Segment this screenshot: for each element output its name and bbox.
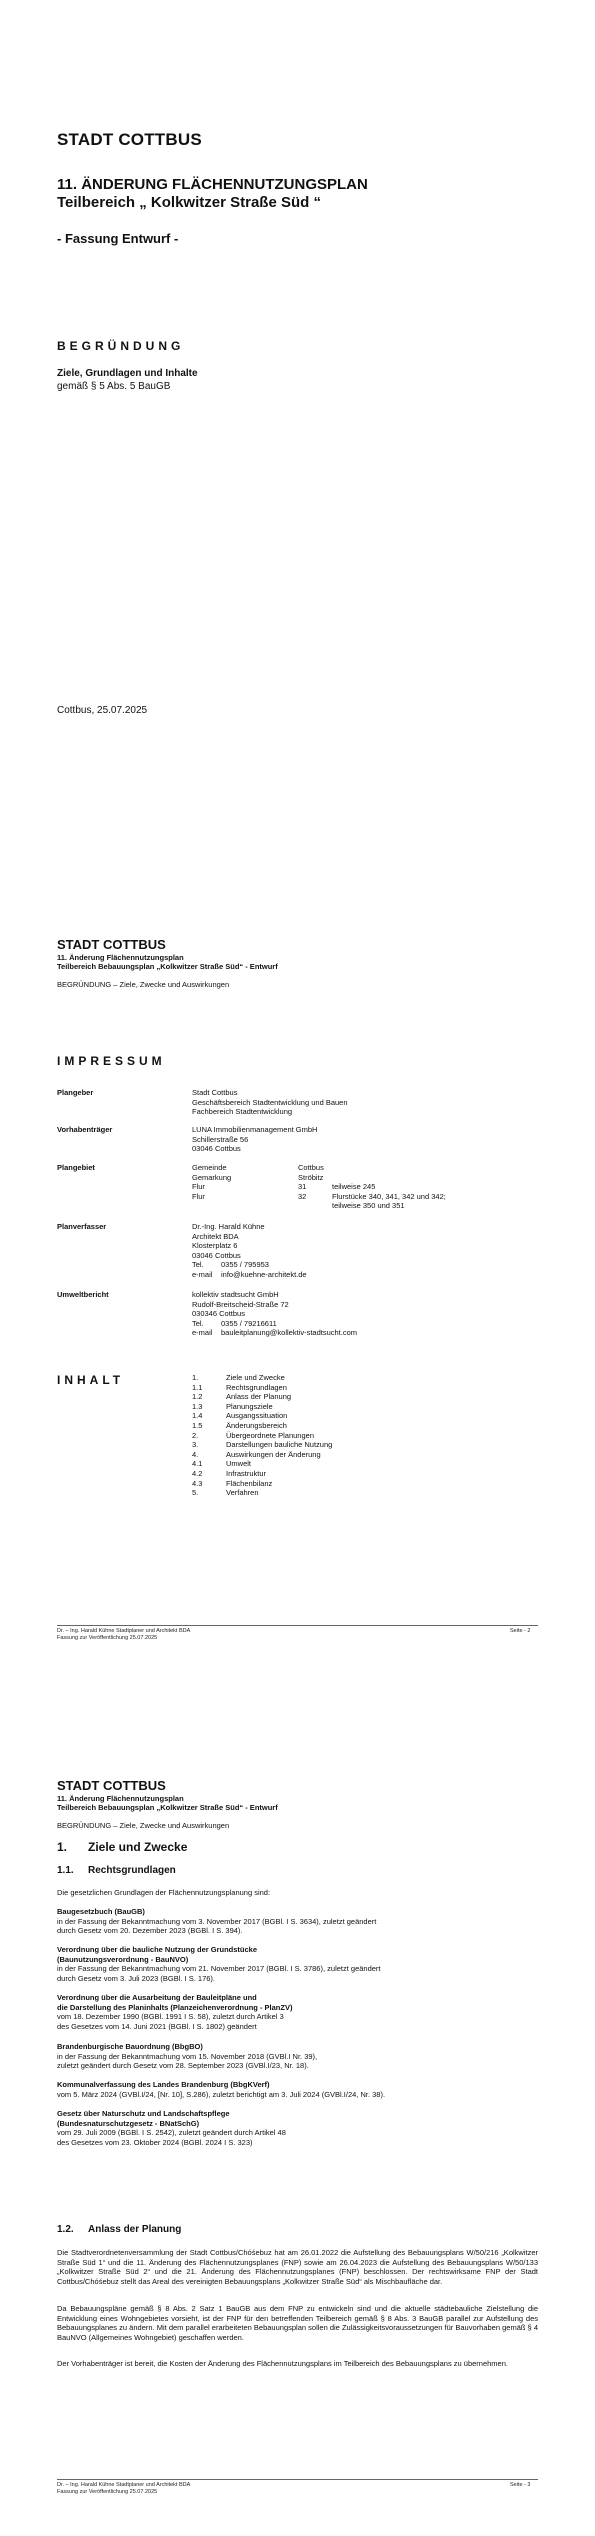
umweltbericht-block [192, 1290, 289, 1319]
plangebiet-label: Plangebiet [57, 1163, 95, 1172]
law-title: (Baunutzungsverordnung - BauNVO) [57, 1954, 189, 1964]
planverfasser-line: 03046 Cottbus [192, 1250, 241, 1260]
footer-release: Fassung zur Veröffentlichung 25.07.2025 [57, 1635, 158, 1641]
plangeber-line: Fachbereich Stadtentwicklung [192, 1107, 293, 1117]
header-line1: 11. Änderung Flächennutzungsplan [57, 1794, 184, 1803]
toc-text: Infrastruktur [226, 1469, 267, 1478]
toc-number: 4.1 [192, 1459, 203, 1469]
impressum-page [0, 841, 595, 1682]
planverfasser-line: Architekt BDA [192, 1231, 239, 1241]
law-description: durch Gesetz vom 20. Dezember 2023 (BGBl. I S. 394). [57, 1926, 243, 1936]
toc-number: 1.5 [192, 1421, 203, 1430]
law-description: in der Fassung der Bekanntmachung vom 21. November 2017 (BGBl. I S. 3786), zuletzt geändert [57, 1964, 381, 1974]
subsection-title: Anlass der Planung [88, 2224, 182, 2235]
umweltbericht-label: Umweltbericht [57, 1290, 109, 1299]
umwelt-line: kollektiv stadtsucht GmbH [192, 1290, 279, 1299]
planverfasser-block [192, 1222, 265, 1260]
law-title: (Bundesnaturschutzgesetz - BNatSchG) [57, 2118, 200, 2128]
toc-text: Darstellungen bauliche Nutzung [226, 1440, 333, 1450]
planverfasser-phone: 0355 / 795953 [221, 1260, 269, 1270]
footer-author: Dr. – Ing. Harald Kühne Stadtplaner und Architekt BDA [57, 2482, 191, 2488]
plangeber-line: Geschäftsbereich Stadtentwicklung und Bauen [192, 1097, 348, 1107]
content-page [0, 1682, 595, 2536]
document-title-line2: Teilbereich „ Kolkwitzer Straße Süd “ [57, 194, 321, 211]
toc-text: Auswirkungen der Änderung [226, 1449, 321, 1459]
law-title: Kommunalverfassung des Landes Brandenburg (BbgKVerf) [57, 2080, 270, 2089]
plangebiet-key: Flur [192, 1182, 205, 1192]
city-title: STADT COTTBUS [57, 130, 202, 149]
law-description: in der Fassung der Bekanntmachung vom 15. November 2018 (GVBl.I Nr. 39), [57, 2051, 318, 2061]
law-description: in der Fassung der Bekanntmachung vom 3. November 2017 (BGBl. I S. 3634), zuletzt geändert [57, 1916, 377, 1926]
plangebiet-key: Gemeinde [192, 1163, 227, 1172]
law-description: durch Gesetz vom 3. Juli 2023 (BGBl. I S. 176). [57, 1973, 215, 1983]
header-line2: Teilbereich Bebauungsplan „Kolkwitzer Straße Süd“ - Entwurf [57, 962, 278, 971]
law-title: Verordnung über die Ausarbeitung der Bauleitpläne und [57, 1993, 257, 2002]
plangebiet-value: teilweise 245 [332, 1182, 376, 1192]
toc-number: 1.3 [192, 1401, 203, 1411]
toc-text: Ziele und Zwecke [226, 1373, 285, 1382]
goals-subheading: Ziele, Grundlagen und Inhalte [57, 368, 198, 379]
footer-page-number: Seite - 3 [510, 2482, 531, 2488]
plangebiet-flur-number: 32 [298, 1191, 307, 1201]
law-description: des Gesetzes vom 14. Juni 2021 (BGBl. I S. 1802) geändert [57, 2021, 257, 2031]
section-number: 1. [57, 1840, 68, 1854]
email-label: e-mail [192, 1270, 213, 1279]
subsection-number: 1.2. [57, 2224, 74, 2235]
plangebiet-key: Flur [192, 1191, 205, 1201]
document-title-line1: 11. ÄNDERUNG FLÄCHENNUTZUNGSPLAN [57, 176, 368, 193]
toc-text: Übergeordnete Planungen [226, 1430, 314, 1440]
vorhaben-line: Schillerstraße 56 [192, 1134, 249, 1144]
planverfasser-line: Dr.-Ing. Harald Kühne [192, 1222, 265, 1231]
plangeber-line: Stadt Cottbus [192, 1088, 238, 1097]
law-entry [57, 1993, 538, 2031]
toc-number: 1.1 [192, 1382, 203, 1392]
footer-release: Fassung zur Veröffentlichung 25.07.2025 [57, 2489, 158, 2495]
toc-number: 3. [192, 1440, 199, 1450]
toc-text: Anlass der Planung [226, 1392, 292, 1402]
plangebiet-flur-number: 31 [298, 1182, 307, 1192]
plangebiet-value: teilweise 350 und 351 [332, 1201, 405, 1211]
paragraph: Die Stadtverordnetenversammlung der Stadt Cottbus/Chóśebuz hat am 26.01.2022 die Aufstellung des Bebauungsplans W/50/216 „Kolkwitzer Straße Süd 1“ und die 11. Änderung des Flächennutzungsplanes (FNP) sowie am 26.04.2023 die Aufstellung des Bebauungsplans W/50/133 „Kolkwitzer Straße Süd 2“ und die 21. Änderung des Flächennutzungsplanes (FNP) beschlossen. Der rechtswirksame FNP der Stadt Cottbus/Chóśebuz stellt das Areal des vereinigten Bebauungsplans „Kolkwitzer Straße Süd“ als Mischbaufläche dar. [57, 2248, 538, 2286]
header-line1: 11. Änderung Flächennutzungsplan [57, 953, 184, 962]
law-description: des Gesetzes vom 23. Oktober 2024 (BGBl. 2024 I S. 323) [57, 2137, 253, 2147]
law-entry [57, 2042, 538, 2071]
toc-text: Änderungsbereich [226, 1421, 287, 1430]
umwelt-line: 030346 Cottbus [192, 1309, 245, 1319]
toc-number: 4.2 [192, 1469, 203, 1478]
paragraph: Da Bebauungspläne gemäß § 8 Abs. 2 Satz 1 BauGB aus dem FNP zu entwickeln sind und die aktuelle städtebauliche Zielstellung die Entwicklung eines Wohngebietes vorsieht, ist der FNP für den betreffenden Teilbereich gemäß § 8 Abs. 3 BauGB parallel zur Aufstellung des Bebauungsplanes zu ändern. Mit dem parallel erarbeiteten Bebauungsplan sollen die Zulässigkeitsvoraussetzungen für Bauvorhaben gemäß § 4 BauNVO (Allgemeines Wohngebiet) geschaffen werden. [57, 2304, 538, 2342]
header-line3: BEGRÜNDUNG – Ziele, Zwecke und Auswirkungen [57, 1821, 230, 1830]
toc-text: Planungsziele [226, 1401, 273, 1411]
law-title: die Darstellung des Planinhalts (Planzeichenverordnung - PlanZV) [57, 2002, 293, 2012]
vorhaben-line: LUNA Immobilienmanagement GmbH [192, 1125, 318, 1134]
planverfasser-email: info@kuehne-architekt.de [221, 1270, 307, 1279]
toc-number: 4. [192, 1449, 199, 1459]
vorhabentraeger-label: Vorhabenträger [57, 1125, 113, 1134]
toc-number: 4.3 [192, 1478, 203, 1488]
legal-basis: gemäß § 5 Abs. 5 BauGB [57, 381, 171, 392]
plangebiet-row [192, 1163, 227, 1173]
toc-number: 5. [192, 1488, 199, 1498]
tel-label: Tel. [192, 1318, 204, 1328]
section-title: Ziele und Zwecke [88, 1840, 188, 1854]
law-description: vom 5. März 2024 (GVBl.I/24, [Nr. 10], S.286), zuletzt berichtigt am 3. Juli 2024 (GVBl.I/24, Nr. 38). [57, 2089, 386, 2099]
plangebiet-key: Gemarkung [192, 1172, 232, 1182]
footer-author: Dr. – Ing. Harald Kühne Stadtplaner und Architekt BDA [57, 1628, 191, 1634]
toc-text: Verfahren [226, 1488, 259, 1498]
umwelt-line: Rudolf-Breitscheid-Straße 72 [192, 1299, 289, 1309]
paragraph: Der Vorhabenträger ist bereit, die Kosten der Änderung des Flächennutzungsplans im Teilbereich des Bebauungsplans zu übernehmen. [57, 2359, 508, 2368]
email-label: e-mail [192, 1328, 213, 1338]
impressum-heading: IMPRESSUM [57, 1054, 166, 1068]
law-title: Baugesetzbuch (BauGB) [57, 1907, 145, 1916]
cover-page [0, 0, 595, 841]
footer-rule [57, 1625, 538, 1626]
intro-text: Die gesetzlichen Grundlagen der Flächennutzungsplanung sind: [57, 1888, 271, 1897]
law-description: vom 18. Dezember 1990 (BGBl. 1991 I S. 58), zuletzt durch Artikel 3 [57, 2012, 284, 2022]
header-line2: Teilbereich Bebauungsplan „Kolkwitzer Straße Süd“ - Entwurf [57, 1803, 278, 1812]
tel-label: Tel. [192, 1260, 204, 1270]
law-title: Verordnung über die bauliche Nutzung der Grundstücke [57, 1945, 258, 1954]
toc-number: 1.4 [192, 1411, 203, 1421]
toc-number: 1.2 [192, 1392, 203, 1402]
plangeber-label: Plangeber [57, 1088, 94, 1097]
toc-text: Rechtsgrundlagen [226, 1382, 287, 1392]
toc-number: 1. [192, 1373, 199, 1382]
header-line3: BEGRÜNDUNG – Ziele, Zwecke und Auswirkungen [57, 980, 230, 989]
place-date: Cottbus, 25.07.2025 [57, 705, 148, 716]
header-city: STADT COTTBUS [57, 1778, 166, 1793]
vorhaben-line: 03046 Cottbus [192, 1144, 241, 1154]
plangebiet-value: Flurstücke 340, 341, 342 und 342; [332, 1191, 446, 1201]
toc-text: Flächenbilanz [226, 1478, 273, 1488]
header-city: STADT COTTBUS [57, 937, 166, 952]
vorhabentraeger-block [192, 1125, 317, 1154]
footer-page-number: Seite - 2 [510, 1628, 531, 1634]
law-entry [57, 2109, 538, 2147]
planverfasser-label: Planverfasser [57, 1222, 107, 1231]
footer-rule [57, 2479, 538, 2480]
law-title: Brandenburgische Bauordnung (BbgBO) [57, 2042, 203, 2051]
planverfasser-line: Klosterplatz 6 [192, 1241, 238, 1251]
subsection-number: 1.1. [57, 1865, 74, 1876]
toc-heading: INHALT [57, 1373, 125, 1387]
begruendung-heading: BEGRÜNDUNG [57, 339, 185, 353]
law-description: zuletzt geändert durch Gesetz vom 28. September 2023 (GVBl.I/23, Nr. 18). [57, 2061, 309, 2071]
plangebiet-value: Cottbus [298, 1163, 324, 1172]
umwelt-phone: 0355 / 79216611 [221, 1318, 277, 1328]
law-entry [57, 2080, 538, 2099]
toc-number: 2. [192, 1430, 199, 1440]
subsection-title: Rechtsgrundlagen [88, 1865, 176, 1876]
law-description: vom 29. Juli 2009 (BGBl. I S. 2542), zuletzt geändert durch Artikel 48 [57, 2128, 286, 2138]
umwelt-email: bauleitplanung@kollektiv-stadtsucht.com [221, 1328, 358, 1338]
law-title: Gesetz über Naturschutz und Landschaftspflege [57, 2109, 230, 2118]
version-label: - Fassung Entwurf - [57, 231, 179, 246]
plangeber-block [192, 1088, 348, 1117]
toc-text: Umwelt [226, 1459, 252, 1469]
plangebiet-value: Ströbitz [298, 1172, 324, 1182]
law-entry [57, 1907, 538, 1936]
toc-text: Ausgangssituation [226, 1411, 288, 1421]
law-entry [57, 1945, 538, 1983]
